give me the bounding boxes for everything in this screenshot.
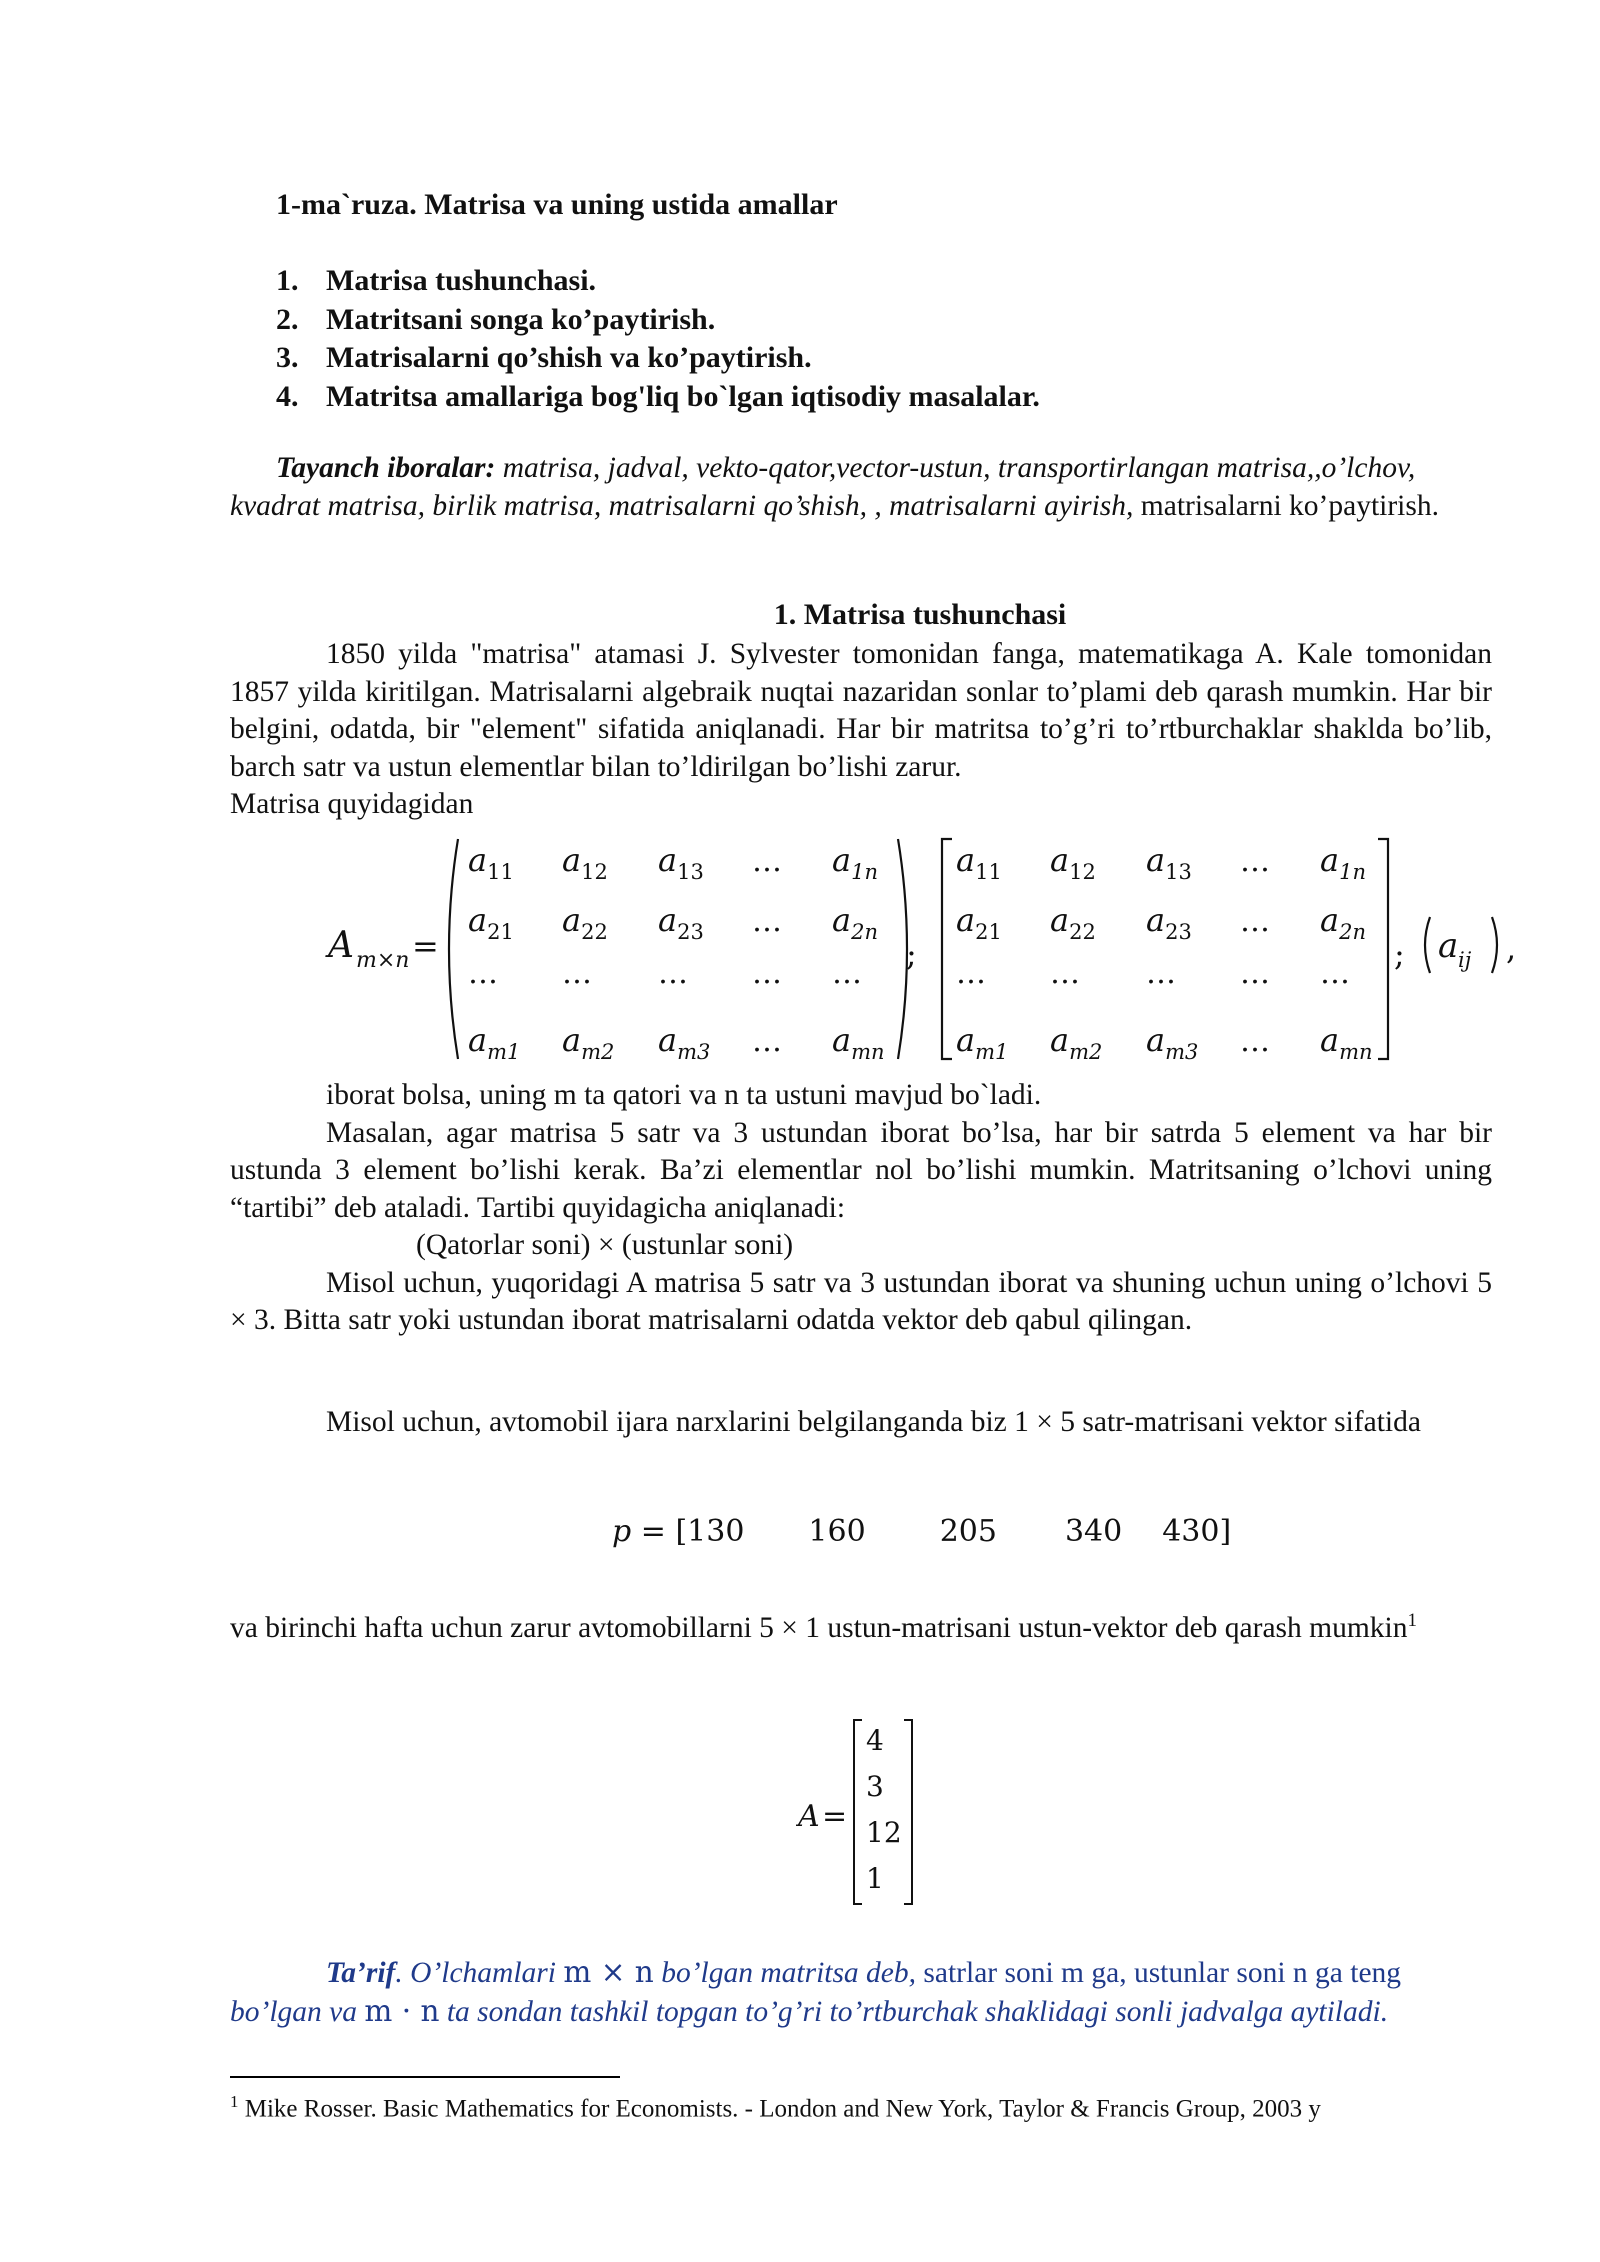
topic-text: Matritsani songa ko’paytirish. (326, 302, 716, 336)
footnote-divider (230, 2076, 620, 2078)
matrix-lhs-sub: m×n (356, 948, 410, 973)
topic-number: 1. (276, 264, 299, 297)
matrix-element: … (1240, 844, 1270, 879)
after-matrix-text: iborat bolsa, uning m ta qatori va n ta ustuni mavjud bo`ladi. (326, 1079, 1042, 1111)
matrix-element: … (562, 956, 592, 991)
bracket-left (942, 839, 952, 1059)
order-formula: (Qatorlar soni) × (ustunlar soni) (416, 1229, 794, 1261)
section-heading: 1. Matrisa tushunchasi (773, 598, 1067, 631)
matrix-element: $a_{12}$ (1050, 841, 1096, 884)
matrix-element: $a_{21}$ (468, 901, 514, 944)
column-cells (866, 1724, 902, 1895)
matrix-element: … (1240, 956, 1270, 991)
topic-text: Matritsa amallariga bog'liq bo`lgan iqtisodiy masalalar. (326, 379, 1040, 413)
vector-value: 160 (808, 1514, 866, 1549)
matrix-element: $a_{m3}$ (1146, 1021, 1199, 1064)
matrix-element: $a_{21}$ (956, 901, 1002, 944)
footnote-text: Mike Rosser. Basic Mathematics for Economists. - London and New York, Taylor & Francis Group, 2003 y (238, 2095, 1321, 2123)
definition-text: bo’lgan matritsa deb, (653, 1957, 924, 1989)
keywords-text: matrisa, jadval, vekto-qator,vector-ustun, transportirlangan matrisa,,o’lchov, kvadrat matrisa, birlik matrisa, matrisalarni qo’shish, , matrisalarni ayirish, (230, 452, 1416, 522)
matrix-element: $a_{mn}$ (832, 1021, 885, 1064)
matrix-element: $a_{22}$ (562, 901, 608, 944)
matrix-element: $a_{m2}$ (562, 1021, 615, 1064)
aij-paren-right (1492, 917, 1497, 973)
matrix-element: $a_{1n}$ (1320, 841, 1366, 884)
matrix-intro-text: Matrisa quyidagidan (230, 788, 474, 820)
definition-text: ta sondan tashkil topgan to’g’ri to’rtburchak shaklidagi sonli jadvalga aytiladi. (439, 1995, 1389, 2028)
rent-paragraph (230, 1404, 1492, 1442)
matrix-element: … (1240, 904, 1270, 939)
definition-text: . O’lchamlari (395, 1957, 564, 1989)
definition-math: m × n (563, 1955, 654, 1989)
matrix-element: $a_{11}$ (468, 841, 514, 884)
matrix-element: $a_{12}$ (562, 841, 608, 884)
matrix-element: $a_{22}$ (1050, 901, 1096, 944)
topic-item (276, 339, 1040, 378)
matrix-element: $a_{mn}$ (1320, 1021, 1373, 1064)
definition-text: satrlar soni m ga, ustunlar soni n ga teng (923, 1957, 1402, 1989)
vector-value: 130 (687, 1514, 745, 1549)
bracket-right (904, 1720, 912, 1904)
misol-text: Misol uchun, yuqoridagi A matrisa 5 satr va 3 ustundan iborat va shuning uchun uning o’lchovi 5 × 3. Bitta satr yoki ustundan iborat matrisalarni odatda vektor deb qabul qilingan. (230, 1266, 1492, 1336)
matrix-definition-formula (320, 825, 1520, 1075)
topic-list (276, 262, 1040, 416)
intro-paragraph (230, 636, 1492, 824)
matrix-element: $a_{23}$ (1146, 901, 1192, 944)
matrix-lhs: A (328, 925, 354, 966)
vector-value: 430 (1162, 1514, 1220, 1549)
footnote-mark: 1 (230, 2092, 239, 2111)
matrix-explanation (230, 1077, 1492, 1340)
aij-sub: ij (1458, 948, 1472, 972)
bracket-right (1378, 839, 1388, 1059)
topic-text: Matrisalarni qo’shish va ko’paytirish. (326, 341, 812, 374)
matrix-element: … (1146, 956, 1176, 991)
matrix-element: $a_{m3}$ (658, 1021, 711, 1064)
aij-letter: a (1438, 926, 1459, 966)
topic-item (276, 378, 1040, 417)
vector-value: 340 (1064, 1514, 1123, 1549)
matrix-element: $a_{m1}$ (956, 1021, 1009, 1064)
matrix-element: … (1240, 1024, 1270, 1059)
column-vector-value: 1 (866, 1862, 884, 1895)
paren-left (449, 839, 458, 1059)
topic-item (276, 301, 1040, 340)
topic-item (276, 262, 1040, 301)
topic-number: 2. (276, 302, 299, 336)
topic-number: 4. (276, 379, 299, 413)
matrix-element: … (658, 956, 688, 991)
column-vector-name: A (798, 1799, 820, 1834)
matrix-element: … (752, 956, 782, 991)
intro-text: 1850 yilda "matrisa" atamasi J. Sylvester tomonidan fanga, matematikaga A. Kale tomonidan 1857 yilda kiritilgan. Matrisalarni algebraik nuqtai nazaridan sonlar to’plami deb qarash mumkin. Har bir belgini, odatda, bir "element" sifatida aniqlanadi. Har bir matritsa to’g’ri to’rtburchaklar shaklda bo’lib, barch satr va ustun elementlar bilan to’ldirilgan bo’lishi zarur. (230, 638, 1492, 783)
column-intro-paragraph (230, 1602, 1492, 1647)
example-text: Masalan, agar matrisa 5 satr va 3 ustundan iborat bo’lsa, har bir satrda 5 element va har bir ustunda 3 element bo’lishi kerak. Ba’zi elementlar nol bo’lishi mumkin. Matritsaning o’lchovi uning “tartibi” deb ataladi. Tartibi quyidagicha aniqlanadi: (230, 1116, 1492, 1224)
row-vector: p = [130 160 205 340 430] (612, 1514, 1232, 1549)
footnote-ref: 1 (1407, 1610, 1417, 1631)
column-intro-text: va birinchi hafta uchun zarur avtomobillarni 5 × 1 ustun-matrisani ustun-vektor deb qarash mumkin (230, 1611, 1408, 1644)
semicolon: ; (906, 935, 917, 973)
bracket-left (854, 1720, 862, 1904)
equals-sign: = (822, 1799, 848, 1834)
equals-sign: = (412, 927, 439, 965)
equals-bracket: = [ (640, 1514, 688, 1549)
matrix-element: … (832, 956, 862, 991)
matrix-cells (468, 841, 1373, 1064)
matrix-element: … (1320, 956, 1350, 991)
row-vector-name: p (612, 1514, 632, 1549)
keywords-label: Tayanch iboralar: (276, 452, 496, 484)
matrix-element: … (752, 1024, 782, 1059)
rent-text: Misol uchun, avtomobil ijara narxlarini belgilanganda biz 1 × 5 satr-matrisani vektor sifatida (326, 1406, 1421, 1438)
definition-paragraph (230, 1954, 1492, 2031)
topic-text: Matrisa tushunchasi. (326, 264, 597, 297)
column-vector-value: 3 (866, 1770, 884, 1803)
semicolon: ; (1394, 935, 1405, 973)
column-vector-value: 4 (866, 1724, 884, 1757)
aij-paren-left (1425, 917, 1430, 973)
matrix-element: $a_{2n}$ (1320, 901, 1366, 944)
matrix-element: $a_{m1}$ (468, 1021, 521, 1064)
matrix-element: $a_{1n}$ (832, 841, 878, 884)
matrix-element: $a_{11}$ (956, 841, 1002, 884)
column-vector-formula (796, 1712, 926, 1912)
matrix-element: … (752, 844, 782, 879)
lecture-title: 1-ma`ruza. Matrisa va uning ustida amallar (276, 188, 838, 221)
definition-text: bo’lgan va (230, 1995, 365, 2028)
matrix-element: … (956, 956, 986, 991)
matrix-element: … (752, 904, 782, 939)
matrix-element: $a_{13}$ (658, 841, 704, 884)
vector-value: 205 (939, 1514, 997, 1549)
matrix-element: … (468, 956, 498, 991)
comma: , (1506, 929, 1517, 967)
matrix-element: … (1050, 956, 1080, 991)
matrix-element: $a_{2n}$ (832, 901, 878, 944)
footnote (230, 2092, 1321, 2123)
keywords-text-end: matrisalarni ko’paytirish. (1140, 489, 1439, 522)
topic-number: 3. (276, 341, 299, 374)
definition-label: Ta’rif (326, 1957, 396, 1989)
definition-math: m · n (364, 1993, 440, 2028)
matrix-element: $a_{13}$ (1146, 841, 1192, 884)
matrix-element: $a_{m2}$ (1050, 1021, 1103, 1064)
column-vector-value: 12 (866, 1816, 902, 1849)
keywords-paragraph (230, 450, 1492, 525)
matrix-element: $a_{23}$ (658, 901, 704, 944)
